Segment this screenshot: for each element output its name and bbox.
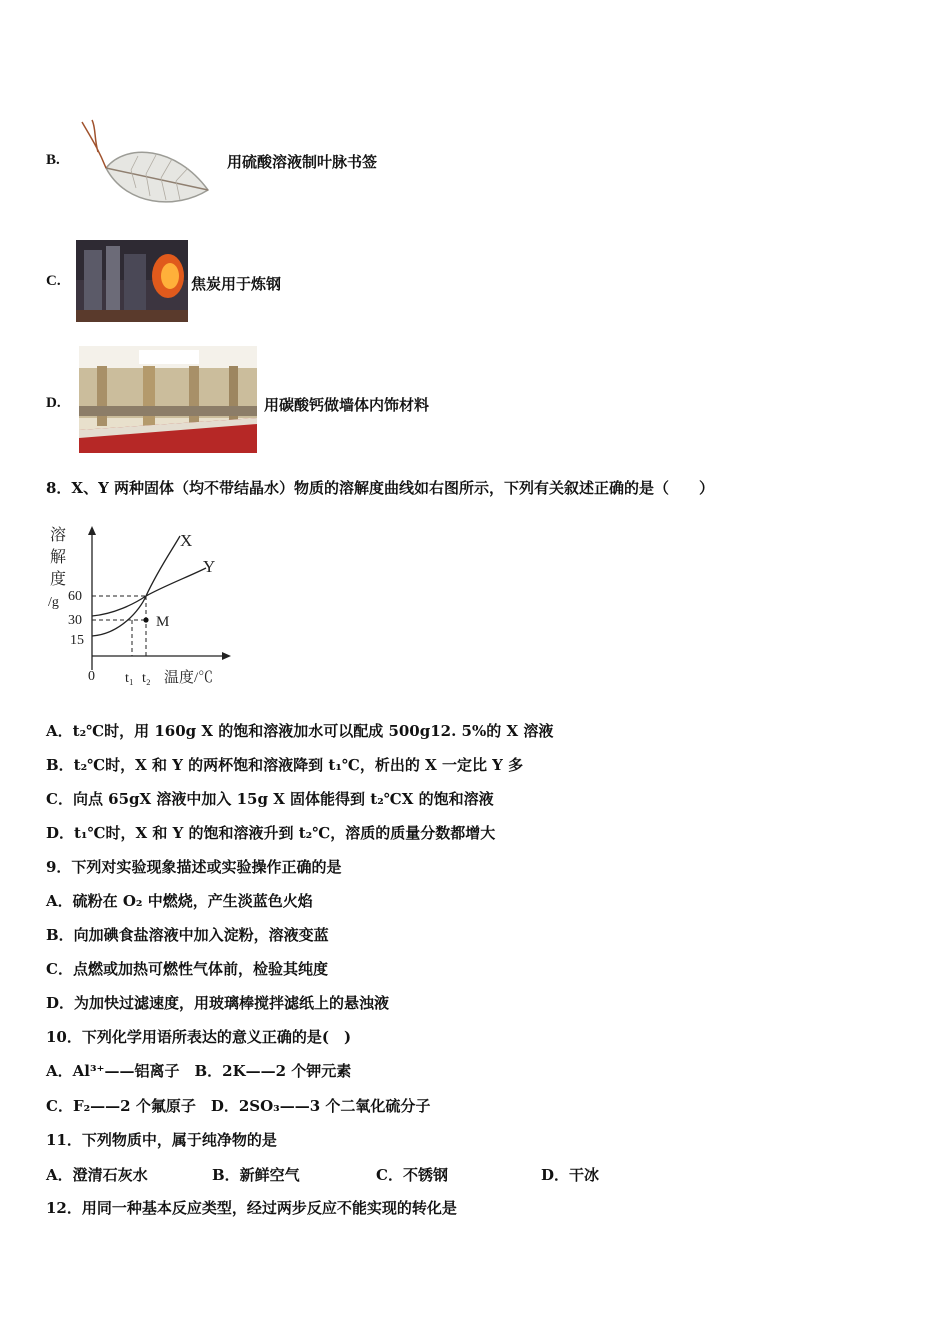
tick-origin: 0: [88, 669, 95, 684]
q9-option-b: B．向加碘食盐溶液中加入淀粉，溶液变蓝: [46, 926, 329, 944]
q9-option-c: C．点燃或加热可燃性气体前，检验其纯度: [46, 960, 328, 978]
q8-option-c: C．向点 65gX 溶液中加入 15g X 固体能得到 t₂℃X 的饱和溶液: [46, 790, 494, 808]
label-m: M: [156, 614, 170, 630]
curve-y: [92, 568, 206, 616]
option-b-label: B.: [46, 152, 60, 168]
option-d-text: 用碳酸钙做墙体内饰材料: [264, 396, 430, 414]
q9-option-d: D．为加快过滤速度，用玻璃棒搅拌滤纸上的悬浊液: [46, 994, 390, 1012]
q10-stem: 10．下列化学用语所表达的意义正确的是( ): [46, 1028, 352, 1046]
option-b-text: 用硫酸溶液制叶脉书签: [227, 153, 378, 171]
label-x: X: [180, 531, 193, 550]
q8-option-a: A．t₂℃时，用 160g X 的饱和溶液加水可以配成 500g12. 5%的 X 溶液: [46, 722, 554, 740]
chart-ylabel-unit: /g: [48, 595, 59, 610]
q11-option-d: D．干冰: [541, 1166, 600, 1184]
q10-row-1: A．Al³⁺——铝离子 B．2K——2 个钾元素: [46, 1062, 352, 1080]
chart-ylabel-char-2: 解: [50, 549, 67, 566]
tick-30: 30: [68, 613, 82, 628]
chart-ylabel-char-3: 度: [50, 571, 67, 588]
option-c-label: C.: [46, 273, 61, 289]
chart-x-axis-arrow: [222, 652, 231, 660]
q11-option-b: B．新鲜空气: [212, 1166, 300, 1184]
steel-furnace-image: [76, 240, 188, 322]
q8-stem: 8．X、Y 两种固体（均不带结晶水）物质的溶解度曲线如右图所示，下列有关叙述正确的是（ ）: [46, 479, 715, 497]
tick-60: 60: [68, 589, 82, 604]
q11-option-c: C．不锈钢: [376, 1166, 448, 1184]
q8-option-b: B．t₂℃时，X 和 Y 的两杯饱和溶液降到 t₁℃，析出的 X 一定比 Y 多: [46, 756, 524, 774]
q12-stem: 12．用同一种基本反应类型，经过两步反应不能实现的转化是: [46, 1199, 457, 1217]
option-c-text: 焦炭用于炼钢: [191, 275, 282, 293]
tick-15: 15: [70, 633, 84, 648]
label-y: Y: [203, 557, 216, 576]
chart-xlabel: 温度/℃: [164, 670, 214, 686]
point-m: [143, 617, 148, 622]
q8-option-d: D．t₁℃时，X 和 Y 的饱和溶液升到 t₂℃，溶质的质量分数都增大: [46, 824, 496, 842]
option-d-label: D.: [46, 395, 61, 411]
q9-stem: 9．下列对实验现象描述或实验操作正确的是: [46, 858, 342, 876]
tick-t1: t₁: [125, 671, 134, 686]
q10-row-2: C．F₂——2 个氟原子 D．2SO₃——3 个二氧化硫分子: [46, 1097, 431, 1115]
q11-option-a: A．澄清石灰水: [46, 1166, 148, 1184]
chart-ylabel-char-1: 溶: [50, 527, 67, 544]
q11-stem: 11．下列物质中，属于纯净物的是: [46, 1131, 277, 1149]
marble-hall-image: [79, 346, 257, 453]
leaf-skeleton-image: [76, 118, 212, 216]
chart-y-axis-arrow: [88, 526, 96, 535]
q9-option-a: A．硫粉在 O₂ 中燃烧，产生淡蓝色火焰: [46, 892, 313, 910]
tick-t2: t₂: [142, 671, 151, 686]
solubility-chart: [40, 520, 240, 690]
